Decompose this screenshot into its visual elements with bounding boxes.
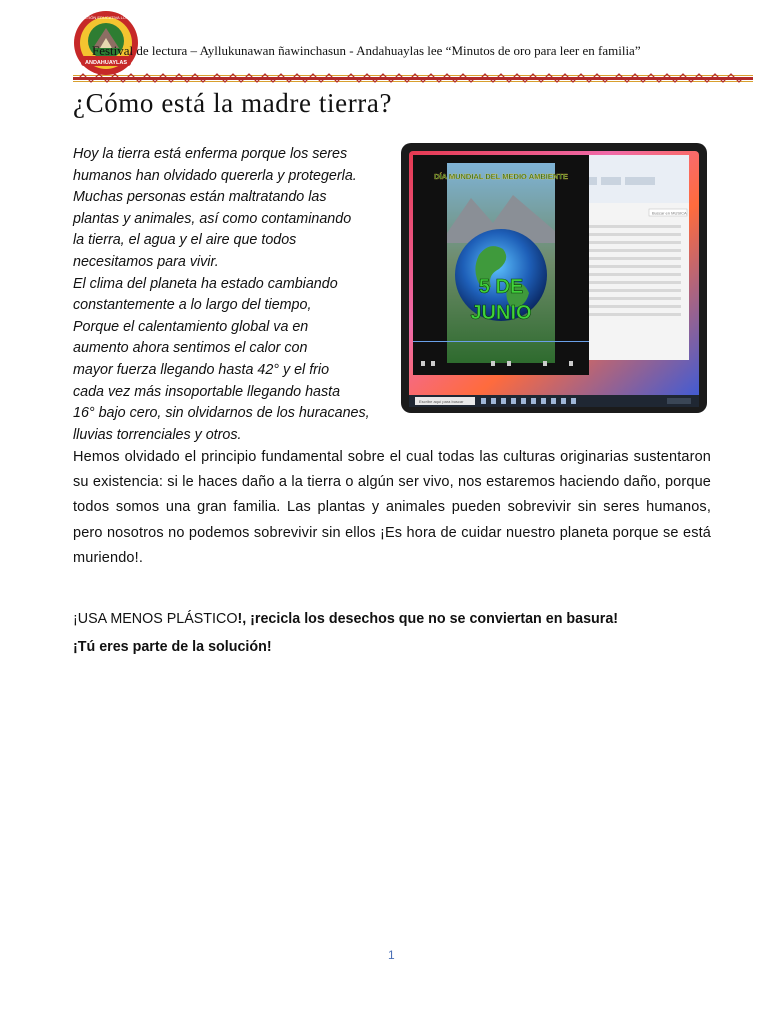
intro-line: necesitamos para vivir.	[73, 253, 219, 270]
intro-line: lluvias torrenciales y otros.	[73, 426, 242, 443]
page-title: ¿Cómo está la madre tierra?	[73, 88, 393, 118]
intro-line: plantas y animales, así como contaminando	[73, 210, 352, 227]
intro-line: El clima del planeta ha estado cambiando	[73, 275, 338, 292]
taskbar-search-text: Escribe aquí para buscar	[419, 398, 464, 404]
intro-line: cada vez más insoportable llegando hasta	[73, 383, 341, 400]
logo-text-bottom: ANDAHUAYLAS	[85, 60, 127, 66]
poster-date-line-2: JUNIO	[470, 302, 532, 324]
poster-date-line-1: 5 DE	[478, 276, 524, 298]
intro-line: la tierra, el agua y el aire que todos	[73, 232, 297, 249]
intro-line: Hoy la tierra está enferma porque los seres	[73, 146, 348, 162]
call-to-action-recycle-text: !, ¡recicla los desechos que no se conviertan en basura!	[237, 611, 619, 627]
call-to-action-plastic: ¡USA MENOS PLÁSTICO	[73, 611, 238, 627]
intro-line: constantemente a lo largo del tiempo,	[73, 297, 312, 314]
header-text: Festival de lectura – Ayllukunawan ñawinchasun - Andahuaylas lee “Minutos de oro para leer en familia”	[92, 43, 641, 58]
logo-text-top: GESTIÓN EDUCATIVA LOCAL	[78, 15, 134, 20]
main-paragraph: Hemos olvidado el principio fundamental sobre el cual todas las culturas originarias sustentaron su existencia: si le haces daño a la tierra o algún ser vivo, nos estaremos haciendo daño, porque todos somos una gran familia. Las plantas y animales pueden sobrevivir sin seres humanos, pero nosotros no podemos sobrevivir sin ellos ¡Es hora de cuidar nuestro planeta porque se está muriendo!.	[73, 449, 711, 566]
intro-line: Porque el calentamiento global va en	[73, 318, 309, 335]
explorer-search-text: Buscar en MUSICA	[652, 210, 687, 216]
intro-line: humanos han olvidado quererla y protegerla.	[73, 167, 357, 184]
intro-text	[73, 144, 403, 446]
call-to-action-solution: ¡Tú eres parte de la solución!	[73, 639, 272, 655]
intro-line: aumento ahora sentimos el calor con	[73, 340, 308, 357]
page-number: 1	[388, 948, 395, 962]
intro-line: Muchas personas están maltratando las	[73, 189, 327, 206]
intro-line: mayor fuerza llegando hasta 42° y el frio	[73, 361, 330, 378]
intro-line: 16° bajo cero, sin olvidarnos de los huracanes,	[73, 405, 370, 422]
call-to-action-recycle	[73, 611, 618, 627]
tablet-photo	[401, 143, 707, 413]
decorative-border	[73, 72, 753, 86]
poster-title: DÍA MUNDIAL DEL MEDIO AMBIENTE	[434, 172, 568, 181]
